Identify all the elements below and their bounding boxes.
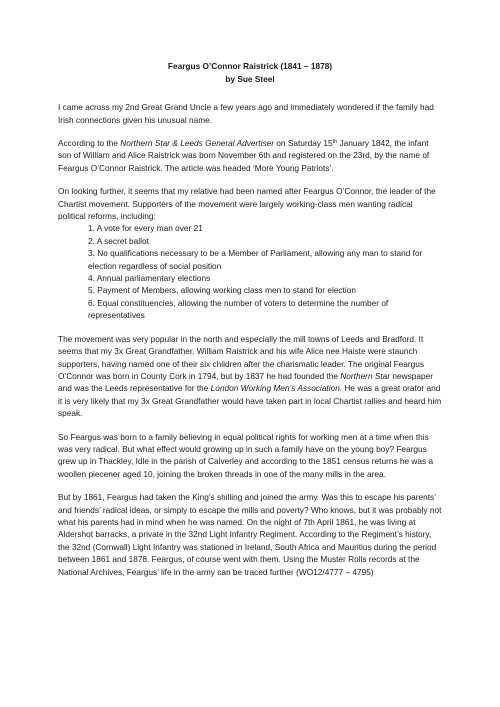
paragraph-chartist-intro: On looking further, it seems that my relative had been named after Feargus O’Connor, the leader of the Chartist movement. Supporters of the movement were largely working-class men wanting radical political reforms, including: bbox=[58, 186, 436, 222]
byline: by Sue Steel bbox=[225, 73, 275, 84]
article-title: Feargus O’Connor Raistrick (1841 – 1878) bbox=[167, 61, 333, 71]
paragraph-newspaper-report bbox=[58, 137, 442, 174]
paragraph-movement bbox=[58, 333, 442, 420]
paragraph-army: But by 1861, Feargus had taken the King’s shilling and joined the army. Was this to escape his parents’ and friends’ radical ideas, or simply to escape the mills and poverty? Who knows, but it was probably not what his parents had in mind when he was named. On the night of 7th April 1861, he was living at Aldershot barracks, a private in the 32nd Light Infantry Regiment. According to the Regiment’s history, the 32nd (Cornwall) Light Infantry was stationed in Ireland, South Africa and Mauritius during the period between 1861 and 1878. Feargus, of course went with them. Using the Muster Rolls records at the National Archives, Feargus’ life in the army can be traced further (WO12/4777 – 4795) bbox=[58, 492, 442, 577]
text-segment: newspaper and was the Leeds representative for the bbox=[58, 370, 433, 394]
title-block bbox=[58, 60, 442, 85]
list-item: 6. Equal constituencies, allowing the number of voters to determine the number of representatives bbox=[88, 297, 389, 321]
paragraph-intro: I came across my 2nd Great Grand Uncle a few years ago and immediately wondered if the family had Irish connections given his unusual name. bbox=[58, 102, 434, 125]
reforms-list-wrap bbox=[58, 222, 442, 321]
list-item: 5. Payment of Members, allowing working class men to stand for election bbox=[88, 285, 356, 296]
text-segment: The movement was very popular in the north and especially the mill towns of Leeds and Bradford. It seems that my 3x Great Grandfather, William Raistrick and his wife Alice nee Haiste were staunch supporters, having named one of their six children after the charismatic leader. The original Feargus O’Connor was born in County Cork in 1794, but by 1837 he had founded the bbox=[58, 333, 425, 381]
text-segment: He was a great orator and it is very likely that my 3x Great Grandfather would have taken part in local Chartist rallies and heard him speak. bbox=[58, 383, 442, 419]
paragraph-childhood: So Feargus was born to a family believing in equal political rights for working men at a time when this was very radical. But what effect would growing up in such a family have on the young boy? Feargus grew up in Thackley, Idle in the parish of Calverley and according to the 1851 census returns he was a woollen piecener aged 10, joining the broken threads in one of the many mills in the area. bbox=[58, 431, 434, 479]
list-item: 2. A secret ballot bbox=[88, 235, 149, 246]
newspaper-title: Northern Star bbox=[340, 370, 391, 381]
text-segment: According to the bbox=[58, 138, 121, 148]
reforms-list bbox=[58, 222, 442, 321]
ordinal-suffix: th bbox=[332, 139, 338, 145]
text-segment: on Saturday 15 bbox=[274, 138, 333, 148]
list-item: 1. A vote for every man over 21 bbox=[88, 223, 203, 234]
association-name: London Working Men’s Association. bbox=[210, 383, 343, 394]
list-item: 4. Annual parliamentary elections bbox=[88, 273, 211, 284]
list-item: 3. No qualifications necessary to be a Member of Parliament, allowing any man to stand for election regardless of social position bbox=[88, 248, 423, 271]
newspaper-title: Northern Star & Leeds General Advertiser bbox=[120, 138, 274, 148]
text-segment: January 1842, the infant son of William and Alice Raistrick was born November 6th and registered on the 23rd, by the name of Feargus O’Connor Raistrick. The article was headed ‘More Young Patriots’. bbox=[58, 138, 430, 173]
